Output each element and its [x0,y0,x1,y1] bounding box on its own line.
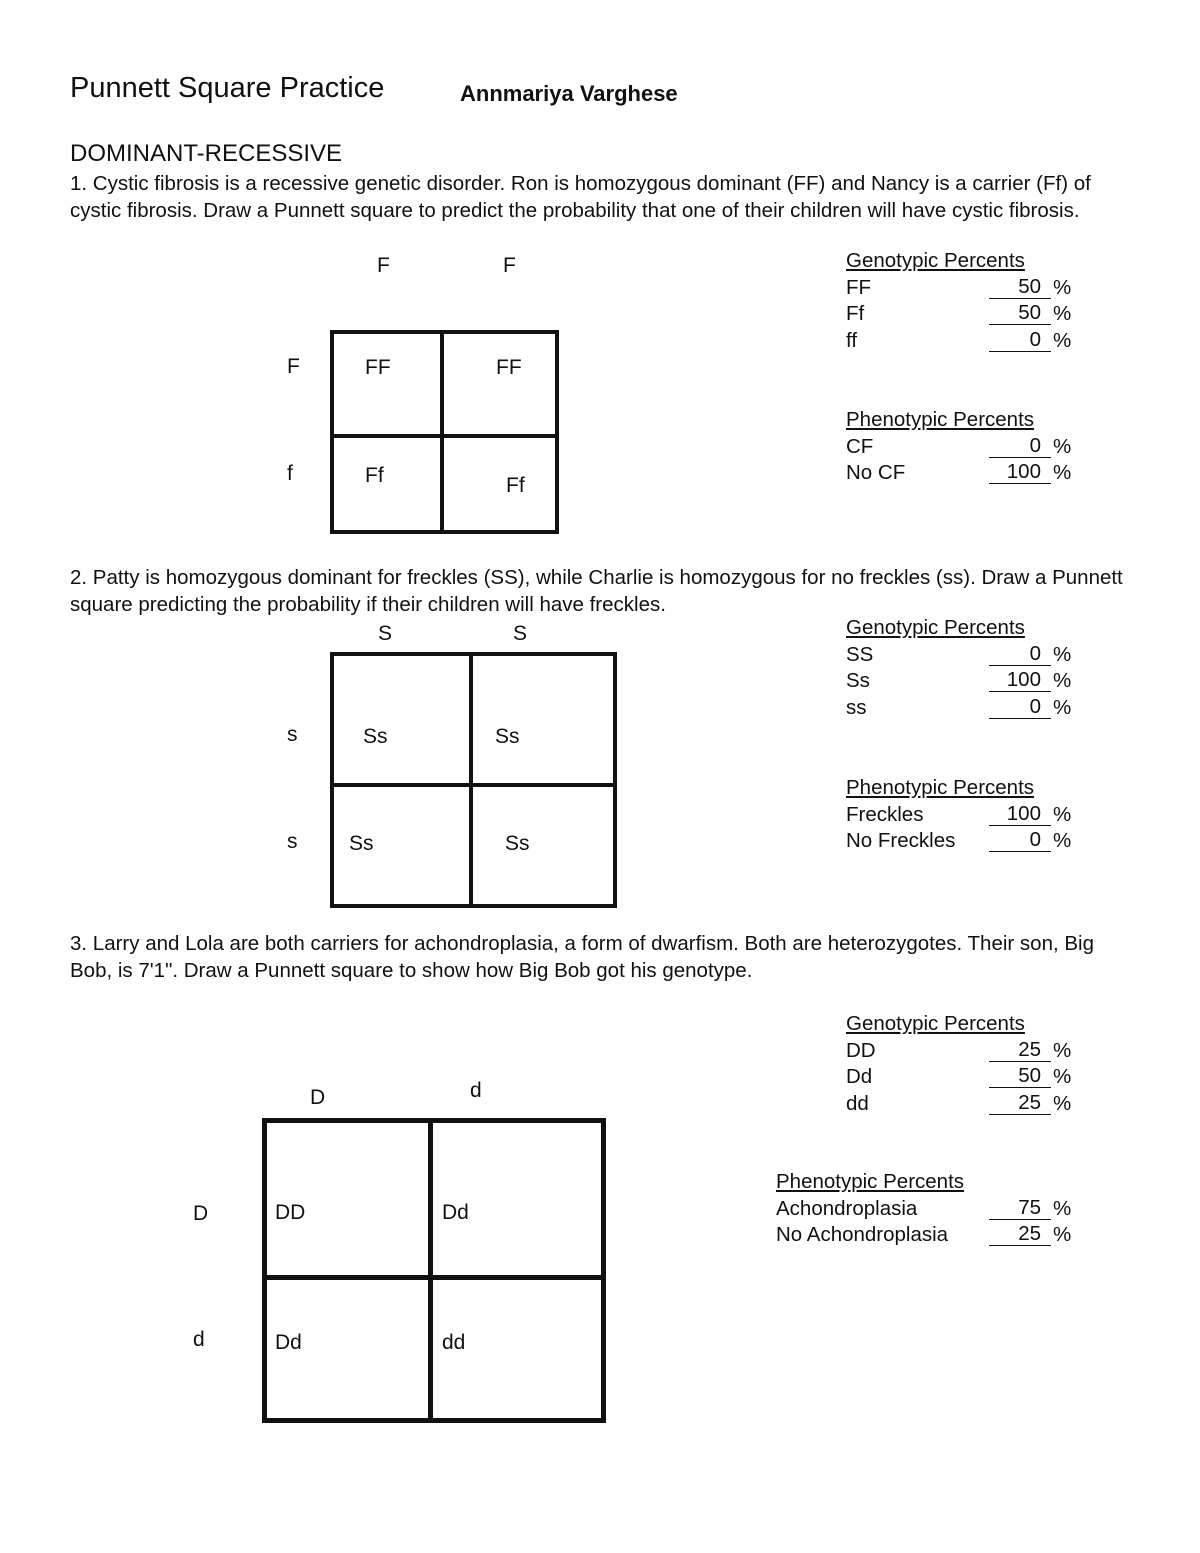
p2-cell-2: Ss [495,725,520,748]
section-heading: DOMINANT-RECESSIVE [70,140,343,167]
p2-phenotypic-row: No Freckles 0 % [846,828,1072,852]
p3-cell-1: DD [275,1201,306,1224]
p3-side-allele-2: d [193,1328,205,1351]
p2-phenotypic-table [846,775,1072,855]
p1-phenotypic-row: No CF 100 % [846,460,1072,484]
p3-grid-horizontal-line [267,1275,601,1280]
p1-genotypic-value: 0 [989,328,1051,352]
p3-cell-2: Dd [442,1201,469,1224]
p3-punnett-square [262,1118,606,1423]
p1-cell-3: Ff [365,464,384,487]
p2-cell-4: Ss [505,832,530,855]
p3-cell-4: dd [442,1331,466,1354]
p3-grid-vertical-line [428,1123,433,1418]
p1-phenotypic-header: Phenotypic Percents [846,408,1035,431]
p1-top-allele-1: F [377,254,390,277]
p3-phenotypic-header: Phenotypic Percents [776,1170,965,1193]
p2-phenotypic-row: Freckles 100 % [846,801,1072,826]
p1-top-allele-2: F [503,254,516,277]
p1-phenotypic-table [846,407,1072,487]
p2-side-allele-1: s [287,723,298,746]
p2-genotypic-row: SS 0 % [846,641,1072,666]
p3-genotypic-value: 50 [989,1064,1051,1088]
p1-genotypic-row: ff 0 % [846,327,1072,352]
p3-top-allele-1: D [310,1086,326,1109]
p2-phenotypic-value: 100 [989,802,1051,826]
p2-top-allele-2: S [513,622,528,645]
p2-genotypic-value: 0 [989,642,1051,666]
p1-phenotypic-row: CF 0 % [846,433,1072,458]
p2-genotypic-row: ss 0 % [846,694,1072,719]
p1-genotypic-row: Ff 50 % [846,301,1072,325]
p2-punnett-square [330,652,617,908]
p1-cell-1: FF [365,356,391,379]
p1-genotypic-value: 50 [989,301,1051,325]
p2-genotypic-value: 0 [989,695,1051,719]
p1-side-allele-2: f [287,462,293,485]
p2-cell-1: Ss [363,725,388,748]
p1-genotypic-row: FF 50 % [846,274,1072,299]
p2-phenotypic-value: 0 [989,828,1051,852]
p3-top-allele-2: d [470,1079,482,1102]
problem-1-text: 1. Cystic fibrosis is a recessive genetic disorder. Ron is homozygous dominant (FF) and Nancy is a carrier (Ff) of cystic fibrosis. Draw a Punnett square to predict the probability that one of their children will have cystic fibrosis. [70,172,1091,222]
p3-genotypic-row: Dd 50 % [846,1064,1072,1088]
p1-genotypic-table [846,248,1072,354]
p3-genotypic-value: 25 [989,1091,1051,1115]
p3-side-allele-1: D [193,1202,209,1225]
p1-genotypic-header: Genotypic Percents [846,249,1025,272]
p3-phenotypic-table [776,1169,1072,1249]
p1-genotypic-value: 50 [989,275,1051,299]
p3-phenotypic-value: 25 [989,1222,1051,1246]
p3-genotypic-row: dd 25 % [846,1090,1072,1115]
p2-side-allele-2: s [287,830,298,853]
p3-phenotypic-row: Achondroplasia 75 % [776,1195,1072,1220]
p2-grid-vertical-line [469,656,473,904]
p1-cell-2: FF [496,356,522,379]
p2-top-allele-1: S [378,622,393,645]
p3-genotypic-value: 25 [989,1038,1051,1062]
p1-punnett-square [330,330,559,534]
p2-genotypic-row: Ss 100 % [846,668,1072,692]
p2-genotypic-header: Genotypic Percents [846,616,1025,639]
author-name: Annmariya Varghese [460,81,678,106]
p1-phenotypic-value: 0 [989,434,1051,458]
problem-2-text: 2. Patty is homozygous dominant for freckles (SS), while Charlie is homozygous for no freckles (ss). Draw a Punnett square predicting the probability if their children will have freckles. [70,566,1123,616]
p2-grid-horizontal-line [334,783,613,787]
p2-genotypic-table [846,615,1072,721]
p3-phenotypic-value: 75 [989,1196,1051,1220]
p1-grid-horizontal-line [334,434,555,438]
p2-phenotypic-header: Phenotypic Percents [846,776,1035,799]
p2-genotypic-value: 100 [989,668,1051,692]
p3-genotypic-header: Genotypic Percents [846,1012,1025,1035]
p1-cell-4: Ff [506,474,525,497]
p2-cell-3: Ss [349,832,374,855]
p1-phenotypic-value: 100 [989,460,1051,484]
page-title: Punnett Square Practice [70,72,385,104]
p1-side-allele-1: F [287,355,300,378]
p3-genotypic-table [846,1011,1072,1117]
p3-genotypic-row: DD 25 % [846,1037,1072,1062]
p3-phenotypic-row: No Achondroplasia 25 % [776,1222,1072,1246]
problem-3-text: 3. Larry and Lola are both carriers for achondroplasia, a form of dwarfism. Both are heterozygotes. Their son, Big Bob, is 7'1". Draw a Punnett square to show how Big Bob got his genotype. [70,932,1094,982]
p1-grid-vertical-line [440,334,444,530]
p3-cell-3: Dd [275,1331,302,1354]
